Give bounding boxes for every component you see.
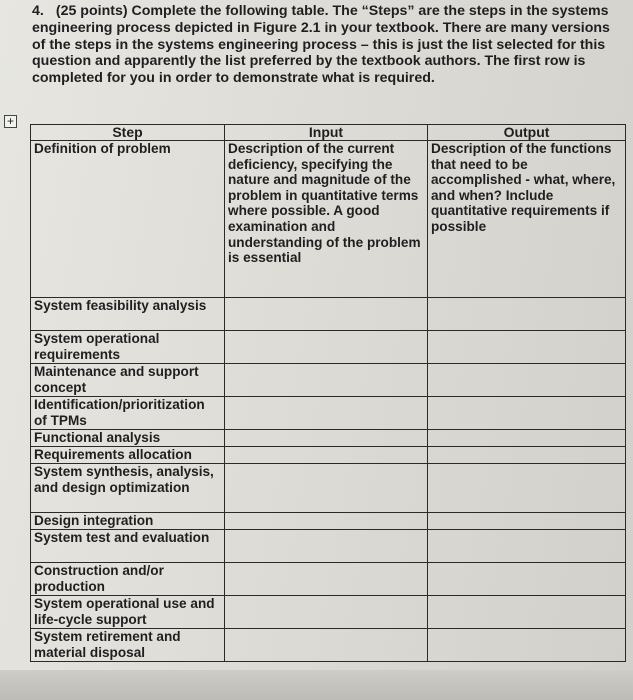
cell-input: Description of the current deficiency, specifying the nature and magnitude of the problem in quantitative terms where possible. A good examination and understanding of the problem is essential — [225, 141, 428, 298]
cell-input-empty[interactable] — [225, 563, 428, 596]
cell-step: Construction and/or production — [31, 563, 225, 596]
cell-input-empty[interactable] — [225, 447, 428, 464]
page-bottom-shadow — [0, 670, 633, 700]
cell-step: System retirement and material disposal — [31, 629, 225, 662]
table-row — [31, 629, 626, 662]
table-row — [31, 530, 626, 563]
cell-output-empty[interactable] — [428, 447, 626, 464]
cell-step: Design integration — [31, 513, 225, 530]
cell-input-empty[interactable] — [225, 331, 428, 364]
cell-input-empty[interactable] — [225, 513, 428, 530]
header-step: Step — [31, 125, 225, 141]
table-row — [31, 298, 626, 331]
table-row — [31, 364, 626, 397]
table-row — [31, 513, 626, 530]
cell-output-empty[interactable] — [428, 513, 626, 530]
cell-output-empty[interactable] — [428, 596, 626, 629]
cell-output-empty[interactable] — [428, 430, 626, 447]
cell-step: Identification/prioritization of TPMs — [31, 397, 225, 430]
steps-table — [30, 124, 626, 662]
table-row — [31, 447, 626, 464]
cell-step: Functional analysis — [31, 430, 225, 447]
cell-step: Maintenance and support concept — [31, 364, 225, 397]
cell-step: System operational requirements — [31, 331, 225, 364]
cell-step: System test and evaluation — [31, 530, 225, 563]
question-body: (25 points) Complete the following table. The “Steps” are the steps in the systems engineering process depicted in Figure 2.1 in your textbook. There are many versions of the steps in the systems engineering process – this is just the list selected for this question and apparently the list preferred by the textbook authors. The first row is completed for you in order to demonstrate what is required. — [32, 3, 610, 87]
table-row — [31, 563, 626, 596]
cell-input-empty[interactable] — [225, 298, 428, 331]
cell-output: Description of the functions that need to be accomplished - what, where, and when? Include quantitative requirements if possible — [428, 141, 626, 298]
table-row-definition — [31, 141, 626, 298]
cell-input-empty[interactable] — [225, 364, 428, 397]
cell-input-empty[interactable] — [225, 596, 428, 629]
cell-output-empty[interactable] — [428, 563, 626, 596]
cell-input-empty[interactable] — [225, 430, 428, 447]
cell-output-empty[interactable] — [428, 331, 626, 364]
cell-input-empty[interactable] — [225, 464, 428, 513]
table-row — [31, 596, 626, 629]
table-row — [31, 331, 626, 364]
question-number: 4. — [32, 3, 44, 19]
table-row — [31, 430, 626, 447]
table-move-handle-icon[interactable]: + — [4, 115, 17, 128]
cell-output-empty[interactable] — [428, 364, 626, 397]
header-input: Input — [225, 125, 428, 141]
cell-step: Requirements allocation — [31, 447, 225, 464]
cell-output-empty[interactable] — [428, 298, 626, 331]
cell-step: Definition of problem — [31, 141, 225, 298]
header-row — [31, 125, 626, 141]
cell-output-empty[interactable] — [428, 464, 626, 513]
cell-step: System feasibility analysis — [31, 298, 225, 331]
cell-step: System operational use and life-cycle support — [31, 596, 225, 629]
question-text — [32, 3, 622, 87]
table-row — [31, 464, 626, 513]
cell-input-empty[interactable] — [225, 629, 428, 662]
cell-input-empty[interactable] — [225, 530, 428, 563]
table-row — [31, 397, 626, 430]
cell-output-empty[interactable] — [428, 629, 626, 662]
header-output: Output — [428, 125, 626, 141]
cell-step: System synthesis, analysis, and design optimization — [31, 464, 225, 513]
cell-output-empty[interactable] — [428, 397, 626, 430]
cell-output-empty[interactable] — [428, 530, 626, 563]
cell-input-empty[interactable] — [225, 397, 428, 430]
